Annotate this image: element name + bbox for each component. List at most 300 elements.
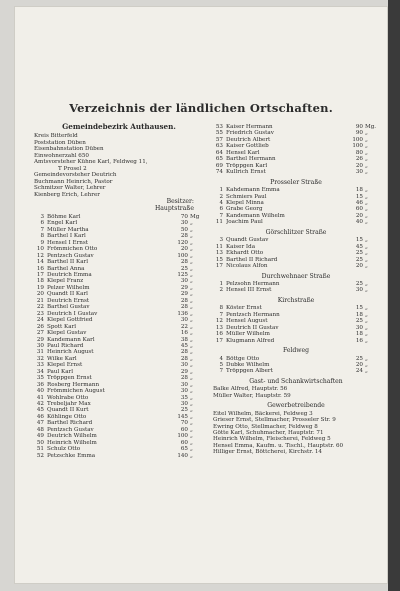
entry-unit: „ xyxy=(190,342,193,349)
entry-number: 20 xyxy=(36,291,44,298)
entry-name: Barthel Hermann xyxy=(226,156,276,163)
entry-number: 69 xyxy=(215,162,223,169)
entry-number: 11 xyxy=(215,219,223,226)
entry-number: 17 xyxy=(36,271,44,278)
entry-unit: „ xyxy=(190,413,193,420)
entry-unit: „ xyxy=(190,330,193,337)
entry-unit: „ xyxy=(190,259,193,266)
entry-number: 6 xyxy=(219,206,223,213)
entry-number: 9 xyxy=(40,239,44,246)
entry-area: 26 xyxy=(355,156,363,163)
entry-area: 28 xyxy=(180,233,188,240)
right-column xyxy=(213,124,379,456)
entry-number: 45 xyxy=(36,407,44,414)
entry-unit: „ xyxy=(190,420,193,427)
entry-unit: „ xyxy=(365,193,368,200)
entry-area: 140 xyxy=(177,452,188,459)
entry-area: 25 xyxy=(355,250,363,257)
entry-name: Kaiser Gottlieb xyxy=(226,143,269,150)
gewerbe-line: Götte Karl, Schuhmacher, Hauptstr. 71 xyxy=(213,430,324,437)
info-line: T Prosel 2 xyxy=(58,165,87,172)
entry-area: 45 xyxy=(180,342,188,349)
entry-name: Deutrich Ernst xyxy=(47,297,90,304)
entry-area: 24 xyxy=(355,368,363,375)
entry-name: Tröppgen Karl xyxy=(226,162,268,169)
entry-unit: „ xyxy=(190,336,193,343)
entry-area: 60 xyxy=(180,439,188,446)
entry-name: Heinrich Wilhelm xyxy=(47,439,97,446)
entry-name: Deutrich I Gustav xyxy=(47,310,98,317)
entry-unit: „ xyxy=(365,130,368,137)
entry-area: 35 xyxy=(180,394,188,401)
entry-area: 18 xyxy=(355,187,363,194)
entry-name: Kahdemann Emma xyxy=(226,187,280,194)
entry-number: 74 xyxy=(215,169,223,176)
entry-area: 136 xyxy=(177,310,188,317)
entry-area: 80 xyxy=(355,149,363,156)
entry-area: 25 xyxy=(180,407,188,414)
gewerbe-heading: Gewerbetreibende xyxy=(267,402,325,410)
entry-area: 22 xyxy=(180,323,188,330)
entry-number: 8 xyxy=(40,233,44,240)
entry-number: 8 xyxy=(219,305,223,312)
entry-unit: „ xyxy=(365,212,368,219)
entry-name: Frömmichen August xyxy=(47,388,105,395)
entry-unit: „ xyxy=(365,199,368,206)
entry-area: 20 xyxy=(180,246,188,253)
entry-name: Hensel I Ernst xyxy=(47,239,89,246)
entry-number: 36 xyxy=(36,381,44,388)
kirchstrasse-heading: Kirchstraße xyxy=(277,296,315,304)
entry-name: Barthel Anna xyxy=(47,265,85,272)
entry-area: 15 xyxy=(355,305,363,312)
gast-heading: Gast- und Schankwirtschaften xyxy=(249,377,343,385)
gast-line: Müller Walter, Hauptstr. 59 xyxy=(213,392,291,399)
entry-area: 25 xyxy=(355,318,363,325)
entry-name: Hensel August xyxy=(226,318,268,325)
book-spine-edge xyxy=(388,0,400,591)
entry-name: Barthel I Karl xyxy=(47,233,86,240)
entry-name: Böhme Karl xyxy=(47,213,81,220)
prosseler-list xyxy=(213,187,379,226)
entry-unit: „ xyxy=(190,394,193,401)
entry-name: Klugmann Alfred xyxy=(226,337,275,344)
entry-unit: „ xyxy=(190,349,193,356)
entry-unit: „ xyxy=(190,388,193,395)
entry-unit: „ xyxy=(365,361,368,368)
entry-number: 19 xyxy=(36,284,44,291)
entry-unit: „ xyxy=(365,156,368,163)
entry-unit: „ xyxy=(365,324,368,331)
entry-unit: „ xyxy=(365,149,368,156)
entry-unit: „ xyxy=(365,237,368,244)
entry-name: Deutrich Wilhelm xyxy=(47,433,97,440)
entry-name: Trebeljahr Max xyxy=(47,401,91,408)
entry-name: Kaiser Hermann xyxy=(226,124,273,130)
entry-name: Deutrich Emma xyxy=(47,271,92,278)
entry-name: Pentzsch Gustav xyxy=(47,252,94,259)
entry-area: 30 xyxy=(180,401,188,408)
entry-unit: „ xyxy=(190,233,193,240)
entry-area: 30 xyxy=(180,381,188,388)
entry-number: 47 xyxy=(36,420,44,427)
entry-number: 55 xyxy=(215,130,223,137)
entry-area: 25 xyxy=(355,280,363,287)
entry-area: 65 xyxy=(180,446,188,453)
entry-name: Tröppgen Albert xyxy=(226,368,273,375)
entry-name: Ekhardt Otto xyxy=(226,250,264,257)
entry-area: 100 xyxy=(177,252,188,259)
entry-unit: „ xyxy=(365,318,368,325)
entry-area: 90 xyxy=(355,124,363,130)
entry-name: Wilke Karl xyxy=(47,355,77,362)
entry-unit: „ xyxy=(190,239,193,246)
entry-number: 1 xyxy=(219,187,223,194)
gewerbe-line: Hensel Emma, Kaufm. u. Tischl., Hauptstr. 60 xyxy=(213,442,344,449)
entry-number: 30 xyxy=(36,342,44,349)
entry-unit: „ xyxy=(365,250,368,257)
entry-number: 24 xyxy=(36,317,44,324)
entry-number: 40 xyxy=(36,388,44,395)
entry-unit: „ xyxy=(190,446,193,453)
entry-number: 46 xyxy=(36,413,44,420)
entry-area: 50 xyxy=(180,226,188,233)
gewerbe-line: Ewring Otto, Stellmacher, Feldweg 8 xyxy=(213,423,318,430)
entry-unit: „ xyxy=(365,368,368,375)
entry-number: 31 xyxy=(36,349,44,356)
entry-area: 30 xyxy=(180,388,188,395)
entry-number: 2 xyxy=(219,193,223,200)
entry-number: 65 xyxy=(215,156,223,163)
entry-area: 100 xyxy=(352,143,363,150)
entry-number: 16 xyxy=(215,331,223,338)
durchwehnaer-heading: Durchwehnaer Straße xyxy=(261,272,331,280)
entry-unit: „ xyxy=(190,291,193,298)
entry-number: 15 xyxy=(215,256,223,263)
entry-unit: „ xyxy=(365,337,368,344)
entry-area: 25 xyxy=(180,265,188,272)
entry-unit: „ xyxy=(190,381,193,388)
entry-unit: „ xyxy=(365,305,368,312)
entry-number: 52 xyxy=(36,452,44,459)
entry-area: 90 xyxy=(355,130,363,137)
entry-name: Paul Karl xyxy=(47,368,73,375)
entry-name: Pelzer Wilhelm xyxy=(47,284,90,291)
entry-name: Klepel Minna xyxy=(226,199,264,206)
gewerbe-line: Heinrich Wilhelm, Fleischerei, Feldweg 5 xyxy=(213,436,331,443)
district-info xyxy=(34,133,204,198)
entry-unit: „ xyxy=(365,169,368,176)
entry-number: 57 xyxy=(215,136,223,143)
info-line: Gemeindevorsteher Deutrich xyxy=(34,172,117,179)
entry-unit: Mg. xyxy=(365,124,377,130)
entry-area: 15 xyxy=(355,193,363,200)
entry-unit: „ xyxy=(365,355,368,362)
entry-name: Böttge Otto xyxy=(226,355,260,362)
durchwehnaer-list xyxy=(213,281,379,294)
entry-number: 1 xyxy=(219,280,223,287)
gewerbe-line: Eitel Wilhelm, Bäckerei, Feldweg 3 xyxy=(213,410,313,417)
entry-number: 4 xyxy=(219,199,223,206)
entry-name: Köster Ernst xyxy=(226,305,262,312)
entry-unit: „ xyxy=(190,452,193,459)
entry-unit: „ xyxy=(190,297,193,304)
entry-unit: „ xyxy=(365,331,368,338)
entry-name: Friedrich Gustav xyxy=(226,130,274,137)
entry-area: 29 xyxy=(180,368,188,375)
entry-number: 13 xyxy=(215,250,223,257)
entry-name: Schulz Otto xyxy=(47,446,81,453)
entry-area: 28 xyxy=(180,297,188,304)
entry-name: Rosberg Hermann xyxy=(47,381,100,388)
entry-name: Grabe Georg xyxy=(226,206,263,213)
document-page xyxy=(14,6,388,584)
entry-number: 7 xyxy=(219,368,223,375)
entry-name: Quandt II Kurt xyxy=(47,407,89,414)
entry-name: Wohlrabe Otto xyxy=(47,394,89,401)
entry-number: 22 xyxy=(36,304,44,311)
left-column xyxy=(34,124,204,459)
entry-area: 29 xyxy=(180,284,188,291)
info-line: Amtsvorsteher Kühne Karl, Feldweg 11, xyxy=(34,159,148,166)
entry-number: 42 xyxy=(36,401,44,408)
page-title: Verzeichnis der ländlichen Ortschaften. xyxy=(69,101,333,115)
entry-area: 28 xyxy=(180,355,188,362)
entry-row xyxy=(213,263,379,269)
entry-name: Köhlinge Otto xyxy=(47,413,87,420)
entry-area: 38 xyxy=(180,336,188,343)
entry-area: 100 xyxy=(352,136,363,143)
entry-name: Kandemann Karl xyxy=(47,336,95,343)
entry-name: Kullrich Ernst xyxy=(226,169,266,176)
entry-unit: „ xyxy=(190,368,193,375)
entry-number: 17 xyxy=(215,337,223,344)
hauptstrasse-heading: Hauptstraße xyxy=(154,205,194,213)
entry-number: 7 xyxy=(40,226,44,233)
gewerbe-line: Grieser Ernst, Stellmacher, Prosseler Str. 9 xyxy=(213,417,336,424)
entry-area: 125 xyxy=(177,271,188,278)
entry-unit: „ xyxy=(365,219,368,226)
entry-unit: „ xyxy=(365,206,368,213)
entry-name: Barthel Gustav xyxy=(47,304,90,311)
goerschlitzer-heading: Görschlitzer Straße xyxy=(265,228,327,236)
prosseler-heading: Prosseler Straße xyxy=(270,178,322,186)
entry-unit: „ xyxy=(190,401,193,408)
entry-area: 28 xyxy=(180,304,188,311)
entry-area: 40 xyxy=(355,219,363,226)
entry-area: 30 xyxy=(180,220,188,227)
entry-unit: „ xyxy=(190,284,193,291)
entry-unit: „ xyxy=(190,226,193,233)
entry-area: 30 xyxy=(180,317,188,324)
entry-area: 60 xyxy=(355,206,363,213)
entry-row xyxy=(213,219,379,225)
info-line: Schmitzer Walter, Lehrer xyxy=(34,185,106,192)
entry-unit: „ xyxy=(190,375,193,382)
entry-row xyxy=(34,453,204,459)
entry-number: 16 xyxy=(36,265,44,272)
entry-number: 33 xyxy=(36,362,44,369)
entry-number: 3 xyxy=(40,213,44,220)
info-line: Eisenbahnstation Düben xyxy=(34,146,104,153)
entry-name: Nicolaus Alfon xyxy=(226,263,268,270)
entry-unit: „ xyxy=(190,310,193,317)
entry-unit: „ xyxy=(190,433,193,440)
entry-area: 20 xyxy=(355,212,363,219)
info-line: Buchmann Heinrich, Pastor xyxy=(34,178,113,185)
entry-name: Quandt II Karl xyxy=(47,291,88,298)
feldweg-heading: Feldweg xyxy=(282,347,310,355)
entry-unit: „ xyxy=(190,317,193,324)
entry-number: 7 xyxy=(219,212,223,219)
entry-name: Klepel Gottfried xyxy=(47,317,93,324)
entry-unit: „ xyxy=(365,136,368,143)
entry-name: Tröppgen Ernst xyxy=(47,375,92,382)
entry-area: 45 xyxy=(355,243,363,250)
entry-area: 30 xyxy=(355,324,363,331)
entry-unit: „ xyxy=(190,278,193,285)
entry-name: Petzschke Emma xyxy=(47,452,96,459)
entry-area: 15 xyxy=(355,237,363,244)
entry-name: Deutrich Albert xyxy=(226,136,271,143)
district-heading: Gemeindebezirk Authausen. xyxy=(62,122,176,131)
entry-unit: „ xyxy=(190,407,193,414)
gewerbe-line: Hilliger Ernst, Böttcherei, Kirchstr. 14 xyxy=(213,449,322,456)
entry-area: 18 xyxy=(355,331,363,338)
entry-number: 64 xyxy=(215,149,223,156)
entry-number: 48 xyxy=(36,426,44,433)
right-top-entries-list xyxy=(213,124,379,176)
entry-unit: „ xyxy=(190,355,193,362)
entry-number: 27 xyxy=(36,330,44,337)
entry-name: Deutrich II Gustav xyxy=(226,324,279,331)
info-line: Poststation Düben xyxy=(34,139,86,146)
entry-name: Frömmichen Otto xyxy=(47,246,98,253)
entry-number: 17 xyxy=(215,263,223,270)
entry-number: 26 xyxy=(36,323,44,330)
entry-number: 49 xyxy=(36,433,44,440)
entry-unit: „ xyxy=(190,304,193,311)
entry-area: 30 xyxy=(180,362,188,369)
entry-unit: „ xyxy=(190,271,193,278)
entry-number: 50 xyxy=(36,439,44,446)
entry-area: 16 xyxy=(355,337,363,344)
entry-area: 20 xyxy=(355,162,363,169)
entry-area: 20 xyxy=(355,361,363,368)
entry-name: Barthel II Richard xyxy=(226,256,278,263)
entry-name: Klepel Gustav xyxy=(47,330,87,337)
entry-unit: „ xyxy=(190,252,193,259)
info-line: Kreis Bitterfeld xyxy=(34,133,78,140)
entry-unit: „ xyxy=(190,220,193,227)
entry-name: Hensel III Ernst xyxy=(226,287,272,294)
entry-area: 30 xyxy=(180,278,188,285)
info-line: Einwohnerzahl 650 xyxy=(34,152,89,159)
entry-area: 30 xyxy=(355,287,363,294)
besitzer-heading: Besitzer: xyxy=(166,197,194,205)
entry-area: 29 xyxy=(180,291,188,298)
entry-number: 63 xyxy=(215,143,223,150)
goerschlitzer-list xyxy=(213,237,379,269)
entry-name: Engel Karl xyxy=(47,220,78,227)
entry-name: Müller Wilhelm xyxy=(226,331,270,338)
entry-area: 120 xyxy=(177,239,188,246)
entry-area: 70 xyxy=(180,420,188,427)
entry-number: 11 xyxy=(215,243,223,250)
kirchstrasse-list xyxy=(213,305,379,344)
entry-name: Kaiser Ida xyxy=(226,243,256,250)
entry-name: Kandemann Wilhelm xyxy=(226,212,285,219)
entry-area: 60 xyxy=(180,426,188,433)
info-line: Kienberg Erich, Lehrer xyxy=(34,191,100,198)
entry-name: Pentzsch Gustav xyxy=(47,426,94,433)
entry-name: Pentzsch Hermann xyxy=(226,311,280,318)
entry-name: Joachim Paul xyxy=(226,219,263,226)
entry-number: 12 xyxy=(36,252,44,259)
feldweg-list xyxy=(213,356,379,375)
entry-unit: „ xyxy=(365,280,368,287)
entry-area: 25 xyxy=(355,256,363,263)
entry-number: 12 xyxy=(215,318,223,325)
entry-number: 2 xyxy=(219,287,223,294)
entry-number: 53 xyxy=(215,124,223,130)
entry-number: 4 xyxy=(219,355,223,362)
entry-number: 51 xyxy=(36,446,44,453)
entry-name: Pelzsohn Hermann xyxy=(226,280,280,287)
entry-area: 25 xyxy=(355,355,363,362)
entry-row xyxy=(213,169,379,175)
entry-unit: „ xyxy=(365,143,368,150)
entry-unit: „ xyxy=(190,246,193,253)
entry-unit: „ xyxy=(365,263,368,270)
entry-unit: „ xyxy=(365,311,368,318)
entry-area: 20 xyxy=(355,263,363,270)
entry-unit: „ xyxy=(190,426,193,433)
entry-number: 21 xyxy=(36,297,44,304)
entry-number: 10 xyxy=(36,246,44,253)
entry-name: Klepel Ernst xyxy=(47,362,83,369)
entry-name: Müller Martha xyxy=(47,226,89,233)
entry-area: 70 xyxy=(180,213,188,220)
entry-area: 28 xyxy=(180,259,188,266)
entry-row xyxy=(213,368,379,374)
gast-line: Balke Alfred, Hauptstr. 56 xyxy=(213,386,288,393)
entry-area: 18 xyxy=(355,311,363,318)
entry-unit: „ xyxy=(190,323,193,330)
entry-row xyxy=(213,287,379,293)
entry-name: Hensel Karl xyxy=(226,149,260,156)
entry-name: Spott Karl xyxy=(47,323,77,330)
entry-unit: „ xyxy=(365,243,368,250)
entry-number: 6 xyxy=(40,220,44,227)
entry-area: 46 xyxy=(355,199,363,206)
entry-unit: „ xyxy=(365,256,368,263)
entry-unit: „ xyxy=(365,162,368,169)
entry-number: 7 xyxy=(219,311,223,318)
entry-name: Barthel Richard xyxy=(47,420,93,427)
entry-area: 16 xyxy=(180,330,188,337)
entry-area: 30 xyxy=(355,169,363,176)
entry-name: Barthel II Karl xyxy=(47,259,89,266)
entry-number: 41 xyxy=(36,394,44,401)
entry-row xyxy=(213,338,379,344)
entry-name: Dubke Wilhelm xyxy=(226,361,270,368)
entry-name: Heinrich August xyxy=(47,349,94,356)
entry-name: Paul Richard xyxy=(47,342,84,349)
entry-number: 13 xyxy=(215,324,223,331)
entry-area: 145 xyxy=(177,413,188,420)
entry-unit: „ xyxy=(190,265,193,272)
